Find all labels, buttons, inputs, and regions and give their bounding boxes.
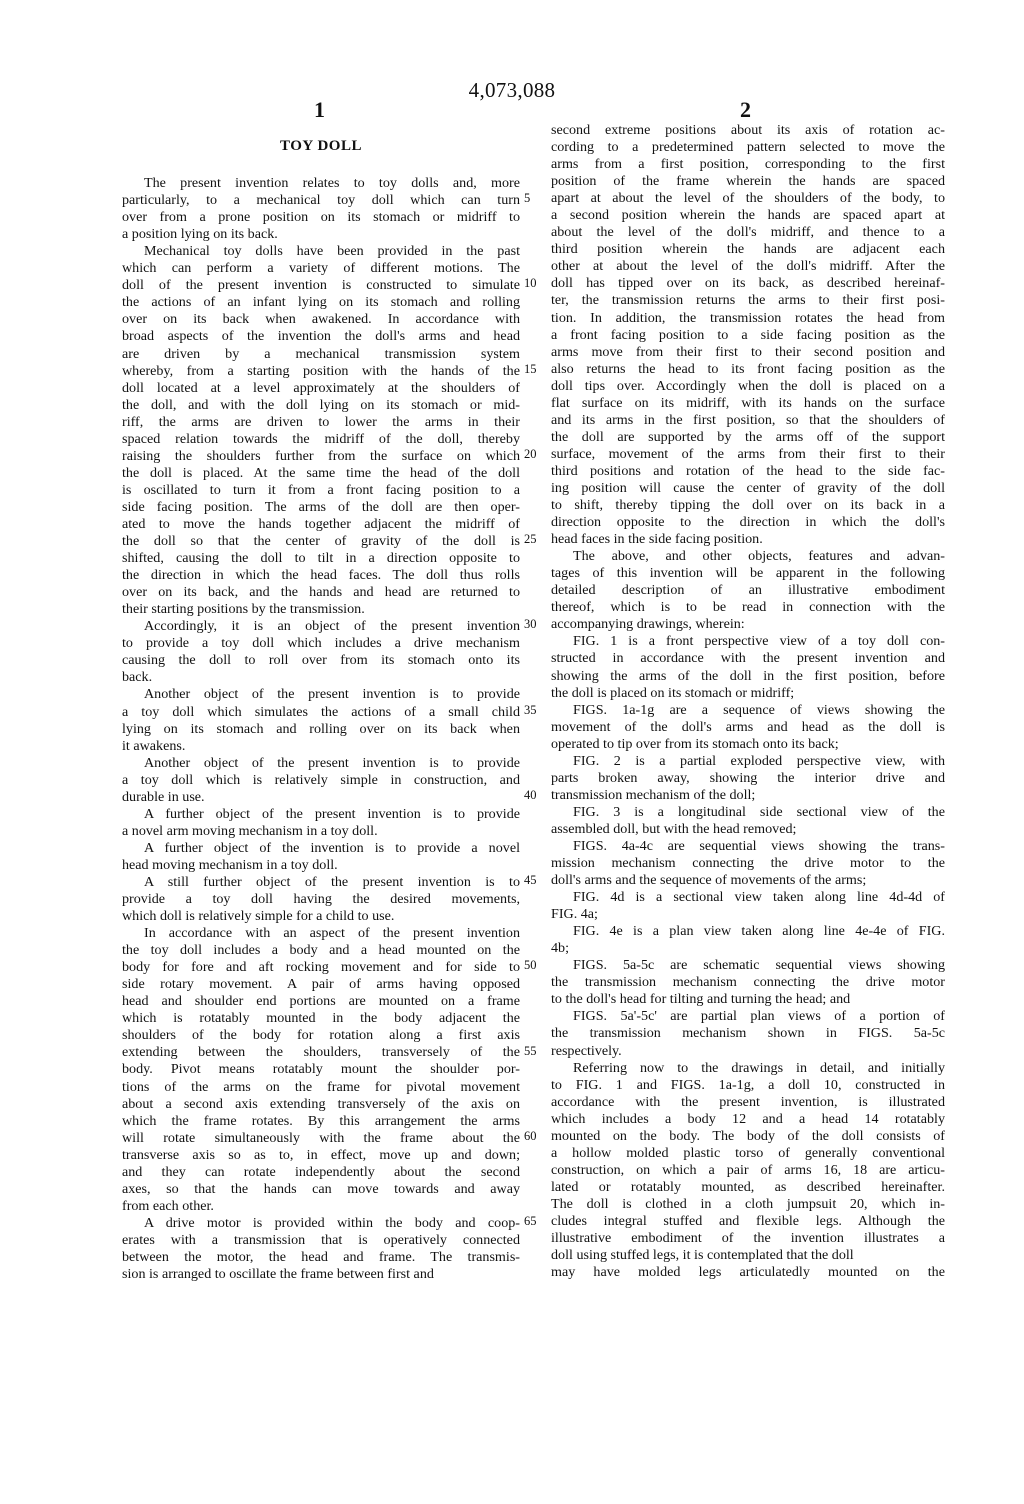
text-line: arms from a first position, corresponding to the first	[551, 156, 945, 173]
text-line: A further object of the present invention is to provide	[144, 805, 520, 822]
text-line: whereby, from a starting position with the hands of the	[122, 362, 520, 379]
right-column-number: 2	[740, 97, 751, 122]
text-line: sion is arranged to oscillate the frame between first and	[122, 1266, 434, 1283]
text-line: accompanying drawings, wherein:	[551, 616, 745, 633]
text-line: a hollow molded plastic torso of generally conventional	[551, 1144, 945, 1161]
text-line: 4b;	[551, 940, 570, 957]
right-text-column	[551, 122, 945, 1281]
text-line: and its arms in the first position, so that the shoulders of	[551, 411, 945, 428]
text-line: position of the frame wherein the hands are spaced	[551, 173, 945, 190]
text-line: FIGS. 5a-5c are schematic sequential views showing	[573, 957, 945, 974]
text-line: and they can rotate independently about the second	[122, 1163, 520, 1180]
text-line: which the frame rotates. By this arrangement the arms	[122, 1112, 520, 1129]
text-line: a toy doll which simulates the actions of a small child	[122, 703, 520, 720]
text-line: to FIG. 1 and FIGS. 1a-1g, a doll 10, constructed in	[551, 1076, 945, 1093]
left-column-number: 1	[314, 97, 325, 122]
text-line: a toy doll which is relatively simple in construction, and	[122, 771, 520, 788]
text-line: to provide a toy doll which includes a drive mechanism	[122, 635, 520, 652]
text-line: head faces in the side facing position.	[551, 531, 763, 548]
text-line: body for fore and aft rocking movement and for side to	[122, 959, 520, 976]
line-number: 55	[524, 1043, 537, 1058]
line-number: 30	[524, 617, 537, 632]
text-line: The above, and other objects, features and advan-	[573, 548, 945, 565]
line-number: 25	[524, 532, 537, 547]
text-line: which can perform a variety of different motions. The	[122, 260, 520, 277]
text-line: provide a toy doll having the desired movements,	[122, 891, 520, 908]
text-line: mission mechanism connecting the drive motor to the	[551, 855, 945, 872]
text-line: movement of the doll's arms and head as the doll is	[551, 718, 945, 735]
text-line: illustrative embodiment of the invention illustrates a	[551, 1230, 945, 1247]
text-line: the transmission mechanism shown in FIGS. 5a-5c	[551, 1025, 945, 1042]
text-line: Referring now to the drawings in detail, and initially	[573, 1059, 945, 1076]
text-line: lying on its stomach and rolling over on its back when	[122, 720, 520, 737]
text-line: arms move from their first to their second position and	[551, 343, 945, 360]
text-line: spaced relation towards the midriff of the doll, thereby	[122, 430, 520, 447]
text-line: tion. In addition, the transmission rotates the head from	[551, 309, 945, 326]
text-line: transverse axis so as to, in effect, move up and down;	[122, 1146, 520, 1163]
text-line: which is rotatably mounted in the body adjacent the	[122, 1010, 520, 1027]
text-line: third positions and rotation of the head to the side fac-	[551, 462, 945, 479]
text-line: direction opposite to the direction in which the doll's	[551, 514, 945, 531]
text-line: back.	[122, 669, 153, 686]
text-line: from each other.	[122, 1197, 214, 1214]
text-line: raising the shoulders further from the surface on which	[122, 447, 520, 464]
text-line: FIG. 4e is a plan view taken along line 4e-4e of FIG.	[573, 923, 945, 940]
text-line: second extreme positions about its axis of rotation ac-	[551, 122, 945, 138]
text-line: their starting positions by the transmission.	[122, 601, 365, 618]
text-line: a front facing position to a side facing position as the	[551, 326, 945, 343]
text-line: doll using stuffed legs, it is contemplated that the doll	[551, 1247, 854, 1264]
text-line: cludes integral stuffed and flexible legs. Although the	[551, 1213, 945, 1229]
text-line: ing position will cause the center of gravity of the doll	[551, 479, 945, 496]
text-line: mounted on the body. The body of the doll consists of	[551, 1127, 945, 1144]
text-line: the doll is placed. At the same time the head of the doll	[122, 464, 520, 481]
text-line: causing the doll to roll over from its stomach onto its	[122, 652, 520, 669]
patent-number: 4,073,088	[468, 78, 556, 102]
text-line: also returns the head to its front facing position as the	[551, 360, 945, 377]
text-line: head and shoulder end portions are mounted on a frame	[122, 993, 520, 1010]
text-line: detailed description of an illustrative embodiment	[551, 582, 945, 599]
text-line: may have molded legs articulatedly mounted on the	[551, 1264, 945, 1281]
text-line: Accordingly, it is an object of the present invention	[144, 618, 520, 635]
text-line: are driven by a mechanical transmission system	[122, 345, 520, 362]
text-line: broad aspects of the invention the doll's arms and head	[122, 328, 520, 345]
text-line: construction, on which a pair of arms 16, 18 are articu-	[551, 1161, 945, 1178]
text-line: erates with a transmission that is operatively connected	[122, 1231, 520, 1248]
text-line: third position wherein the hands are adjacent each	[551, 241, 945, 258]
text-line: lated or rotatably mounted, as described hereinafter.	[551, 1178, 945, 1195]
text-line: FIG. 1 is a front perspective view of a toy doll con-	[573, 633, 945, 650]
text-line: FIGS. 1a-1g are a sequence of views showing the	[573, 701, 945, 718]
text-line: Mechanical toy dolls have been provided in the past	[144, 243, 520, 260]
text-line: shifted, causing the doll to tilt in a direction opposite to	[122, 550, 520, 567]
line-number: 35	[524, 702, 537, 717]
text-line: cording to a predetermined pattern selected to move the	[551, 139, 945, 156]
text-line: FIG. 3 is a longitudinal side sectional view of the	[573, 803, 945, 820]
text-line: operated to tip over from its stomach onto its back;	[551, 735, 839, 752]
text-line: over on its back when awakened. In accordance with	[122, 311, 520, 328]
text-line: structed in accordance with the present invention and	[551, 650, 945, 667]
text-line: about the level of the doll's midriff, and thence to a	[551, 224, 945, 241]
line-number: 10	[524, 276, 537, 291]
text-line: A drive motor is provided within the body and coop-	[144, 1214, 520, 1231]
text-line: which doll is relatively simple for a child to use.	[122, 908, 395, 925]
text-line: the doll is placed on its stomach or midriff;	[551, 684, 795, 701]
line-number: 15	[524, 361, 537, 376]
text-line: head moving mechanism in a toy doll.	[122, 856, 338, 873]
text-line: the transmission mechanism connecting the drive motor	[551, 974, 945, 991]
text-line: The present invention relates to toy dolls and, more	[144, 175, 520, 192]
text-line: to shift, thereby tipping the doll over on its back in a	[551, 497, 945, 514]
line-number: 40	[524, 787, 537, 802]
text-line: the direction in which the head faces. The doll thus rolls	[122, 567, 520, 584]
text-line: it awakens.	[122, 737, 186, 754]
text-line: the toy doll includes a body and a head mounted on the	[122, 942, 520, 959]
text-line: The doll is clothed in a cloth jumpsuit 20, which in-	[551, 1195, 945, 1212]
text-line: tions of the arms on the frame for pivotal movement	[122, 1078, 520, 1095]
text-line: the doll are supported by the arms off of the support	[551, 428, 945, 445]
line-number: 45	[524, 873, 537, 888]
text-line: side facing position. The arms of the doll are then oper-	[122, 498, 520, 515]
text-line: ter, the transmission returns the arms to their first posi-	[551, 292, 945, 309]
text-line: surface, movement of the arms from their first to their	[551, 445, 945, 462]
text-line: body. Pivot means rotatably mount the shoulder por-	[122, 1061, 520, 1078]
text-line: transmission mechanism of the doll;	[551, 786, 756, 803]
text-line: a second position wherein the hands are spaced apart at	[551, 207, 945, 224]
line-number: 65	[524, 1214, 537, 1229]
text-line: extending between the shoulders, transversely of the	[122, 1044, 520, 1061]
text-line: to the doll's head for tilting and turning the head; and	[551, 991, 851, 1008]
text-line: doll located at a level approximately at the shoulders of	[122, 379, 520, 396]
line-number: 20	[524, 446, 537, 461]
line-number: 60	[524, 1128, 537, 1143]
text-line: In accordance with an aspect of the present invention	[144, 925, 520, 942]
text-line: riff, the arms are driven to lower the arms in their	[122, 413, 520, 430]
text-line: durable in use.	[122, 788, 205, 805]
document-title: TOY DOLL	[280, 138, 362, 154]
text-line: showing the arms of the doll in the first position, before	[551, 667, 945, 684]
text-line: doll's arms and the sequence of movements of the arms;	[551, 872, 867, 889]
text-line: doll of the present invention is constructed to simulate	[122, 277, 520, 294]
text-line: other at about the level of the doll's midriff. After the	[551, 258, 945, 275]
text-line: the doll, and with the doll lying on its stomach or mid-	[122, 396, 520, 413]
text-line: ated to move the hands together adjacent the midriff of	[122, 515, 520, 532]
left-text-column	[122, 138, 520, 1283]
text-line: the actions of an infant lying on its stomach and rolling	[122, 294, 520, 311]
text-line: flat surface on its midriff, with its hands on the surface	[551, 394, 945, 411]
text-line: which includes a body 12 and a head 14 rotatably	[551, 1110, 945, 1127]
text-line: respectively.	[551, 1042, 622, 1059]
line-number: 50	[524, 958, 537, 973]
text-line: the doll so that the center of gravity of the doll is	[122, 533, 520, 550]
text-line: doll tips over. Accordingly when the doll is placed on a	[551, 377, 945, 394]
text-line: A further object of the invention is to provide a novel	[144, 839, 520, 856]
text-line: a position lying on its back.	[122, 226, 278, 243]
text-line: particularly, to a mechanical toy doll which can turn	[122, 192, 520, 209]
text-line: between the motor, the head and frame. The transmis-	[122, 1249, 520, 1265]
text-line: over on its back, and the hands and head are returned to	[122, 584, 520, 601]
text-line: will rotate simultaneously with the frame about the	[122, 1129, 520, 1146]
text-line: side rotary movement. A pair of arms having opposed	[122, 976, 520, 993]
text-line: tages of this invention will be apparent in the following	[551, 565, 945, 582]
text-line: over from a prone position on its stomach or midriff to	[122, 209, 520, 226]
text-line: FIGS. 5a'-5c' are partial plan views of a portion of	[573, 1008, 945, 1025]
text-line: assembled doll, but with the head removed;	[551, 820, 797, 837]
line-number: 5	[524, 191, 531, 206]
text-line: FIG. 2 is a partial exploded perspective view, with	[573, 752, 945, 769]
text-line: about a second axis extending transversely of the axis on	[122, 1095, 520, 1112]
text-line: FIGS. 4a-4c are sequential views showing the trans-	[573, 837, 945, 854]
text-line: Another object of the present invention is to provide	[144, 754, 520, 771]
text-line: shoulders of the body for rotation along a first axis	[122, 1027, 520, 1044]
text-line: axes, so that the hands can move towards and away	[122, 1180, 520, 1197]
text-line: FIG. 4d is a sectional view taken along line 4d-4d of	[573, 889, 945, 906]
text-line: parts broken away, showing the interior drive and	[551, 769, 945, 786]
text-line: is oscillated to turn it from a front facing position to a	[122, 481, 520, 498]
text-line: thereof, which is to be read in connection with the	[551, 599, 945, 616]
text-line: accordance with the present invention, is illustrated	[551, 1093, 945, 1110]
text-line: apart at about the level of the shoulders of the body, to	[551, 190, 945, 207]
text-line: FIG. 4a;	[551, 906, 598, 923]
text-line: Another object of the present invention is to provide	[144, 686, 520, 703]
text-line: a novel arm moving mechanism in a toy doll.	[122, 822, 378, 839]
text-line: doll has tipped over on its back, as described hereinaf-	[551, 275, 945, 292]
text-line: A still further object of the present invention is to	[144, 873, 520, 890]
